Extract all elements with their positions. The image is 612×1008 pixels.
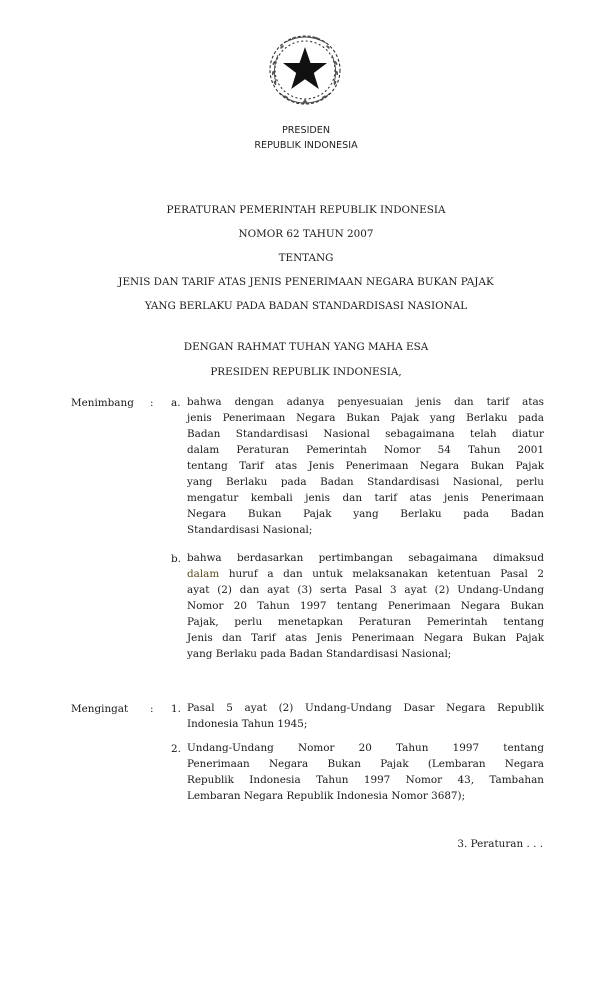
title-number: NOMOR 62 TAHUN 2007 [238, 228, 374, 240]
mengingat-label: Mengingat [71, 703, 129, 715]
header-republic: REPUBLIK INDONESIA [254, 140, 358, 151]
menimbang-a-marker: a. [171, 397, 181, 409]
text-line: Negara Bukan Pajak yang Berlaku pada Badan [187, 508, 544, 520]
text-line: Pasal 5 ayat (2) Undang-Undang Dasar Negara Republik [187, 702, 544, 714]
menimbang-b-marker: b. [171, 553, 181, 565]
text-line-rest: huruf a dan untuk melaksanakan ketentuan Pasal 2 [228, 568, 544, 580]
menimbang-a-text [187, 394, 544, 538]
text-line: mengatur kembali jenis dan tarif atas jenis Penerimaan [187, 492, 544, 504]
mengingat-colon: : [150, 703, 154, 715]
text-line: Jenis dan Tarif atas Jenis Penerimaan Negara Bukan Pajak [187, 632, 544, 644]
star-wreath-emblem-icon [266, 33, 344, 109]
header-president: PRESIDEN [281, 125, 331, 136]
mengingat-1-text [187, 700, 544, 732]
text-line: tentang Tarif atas Jenis Penerimaan Negara Bukan Pajak [187, 460, 544, 472]
text-line: yang Berlaku pada Badan Standardisasi Nasional; [187, 648, 452, 660]
menimbang-b-text [187, 550, 544, 662]
title-subject-2: YANG BERLAKU PADA BADAN STANDARDISASI NASIONAL [144, 300, 468, 312]
menimbang-label: Menimbang [71, 397, 134, 409]
mengingat-1-marker: 1. [171, 703, 181, 715]
preamble-blessing: DENGAN RAHMAT TUHAN YANG MAHA ESA [183, 341, 429, 353]
menimbang-colon: : [150, 397, 154, 409]
text-line: Badan Standardisasi Nasional sebagaimana telah diatur [187, 428, 544, 440]
mengingat-2-text [187, 740, 544, 804]
highlighted-word: dalam [187, 568, 220, 580]
text-line: Nomor 20 Tahun 1997 tentang Penerimaan Negara Bukan [187, 600, 544, 612]
text-line: bahwa berdasarkan pertimbangan sebagaimana dimaksud [187, 552, 544, 564]
text-line-with-highlight [187, 566, 544, 582]
title-regulation: PERATURAN PEMERINTAH REPUBLIK INDONESIA [166, 204, 446, 216]
continuation-marker: 3. Peraturan . . . [457, 838, 543, 850]
text-line: ayat (2) dan ayat (3) serta Pasal 3 ayat (2) Undang-Undang [187, 584, 544, 596]
title-subject-1: JENIS DAN TARIF ATAS JENIS PENERIMAAN NEGARA BUKAN PAJAK [118, 276, 494, 288]
text-line: yang Berlaku pada Badan Standardisasi Nasional, perlu [187, 476, 544, 488]
text-line: Pajak, perlu menetapkan Peraturan Pemerintah tentang [187, 616, 544, 628]
title-about: TENTANG [278, 252, 334, 264]
text-line: Lembaran Negara Republik Indonesia Nomor 3687); [187, 790, 466, 802]
preamble-president: PRESIDEN REPUBLIK INDONESIA, [210, 366, 402, 378]
text-line: Standardisasi Nasional; [187, 524, 313, 536]
text-line: Undang-Undang Nomor 20 Tahun 1997 tentang [187, 742, 544, 754]
text-line: Penerimaan Negara Bukan Pajak (Lembaran Negara [187, 758, 544, 770]
text-line: jenis Penerimaan Negara Bukan Pajak yang Berlaku pada [187, 412, 544, 424]
text-line: dalam Peraturan Pemerintah Nomor 54 Tahun 2001 [187, 444, 544, 456]
text-line: Indonesia Tahun 1945; [187, 718, 308, 730]
text-line: Republik Indonesia Tahun 1997 Nomor 43, Tambahan [187, 774, 544, 786]
mengingat-2-marker: 2. [171, 743, 181, 755]
text-line: bahwa dengan adanya penyesuaian jenis dan tarif atas [187, 396, 544, 408]
